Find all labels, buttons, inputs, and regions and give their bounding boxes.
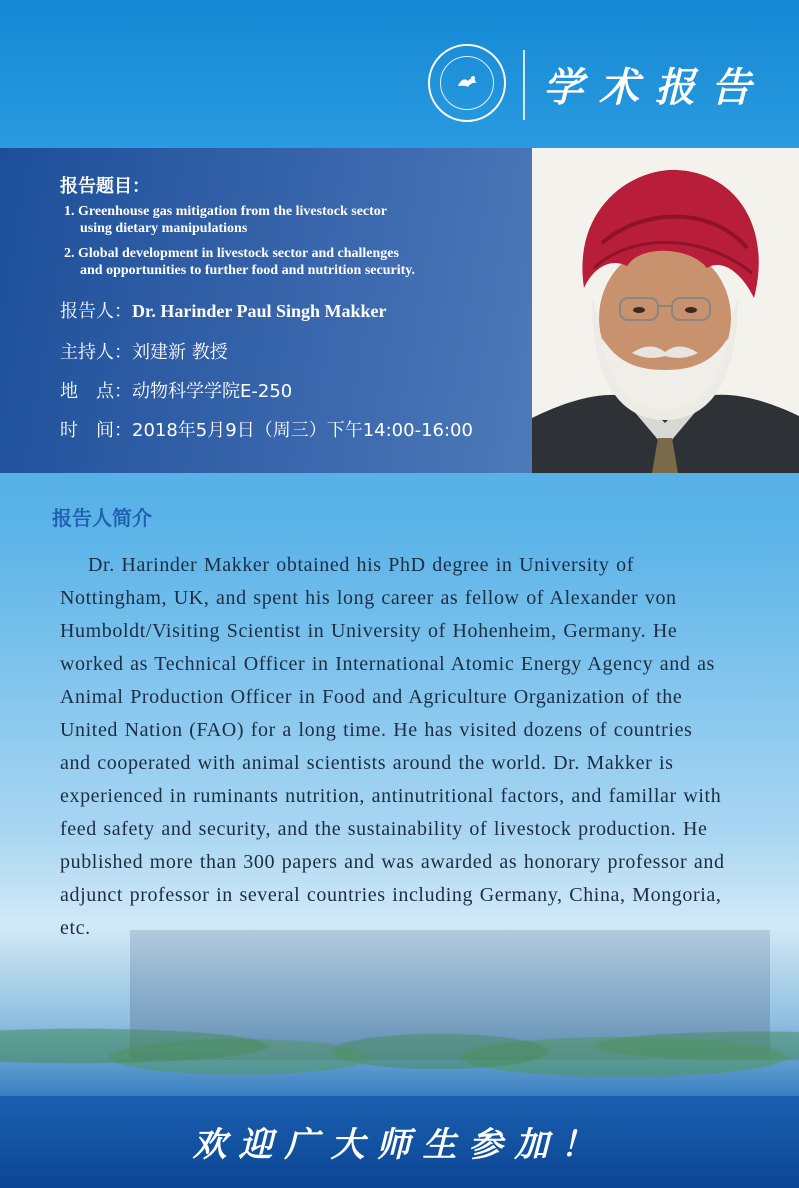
host-name: 刘建新 教授 [132, 342, 228, 363]
bio-heading: 报告人简介 [52, 506, 152, 530]
footer-welcome: 欢迎广大师生参加！ [192, 1125, 607, 1165]
speaker-label: 报告人： [60, 301, 132, 322]
page-title: 学术报告 [543, 64, 767, 111]
topic-item [64, 203, 524, 237]
bio-text: Dr. Harinder Makker obtained his PhD degree in University of Nottingham, UK, and spent his long career as fellow of Alexander von Humboldt/Visiting Scientist in University of Hohenheim, Germany. He worked as Technical Officer in International Atomic Energy Agency and as Animal Production Officer in Food and Agriculture Organization of the United Nation (FAO) for a long time. He has visited dozens of countries and cooperated with animal scientists around the world. Dr. Makker is experienced in ruminants nutrition, antinutritional factors, and famillar with feed safety and security, and the sustainability of livestock production. He published more than 300 papers and was awarded as honorary professor and adjunct professor in several countries including Germany, China, Mongoria, etc. [60, 554, 725, 939]
speaker-photo [532, 148, 799, 473]
time-label: 时 间： [60, 420, 132, 441]
topic-line: and opportunities to further food and nutrition security. [80, 263, 415, 278]
host-row [60, 338, 228, 364]
speaker-row [60, 297, 387, 323]
time-value: 2018年5月9日（周三）下午14:00-16:00 [132, 420, 473, 441]
university-emblem-icon [428, 44, 506, 122]
header-divider [523, 50, 525, 120]
background-trees [0, 980, 799, 1090]
topic-label: 报告题目： [60, 176, 150, 197]
host-label: 主持人： [60, 342, 132, 363]
place-label: 地 点： [60, 381, 132, 402]
topic-line: 2. Global development in livestock sector and challenges [64, 246, 399, 261]
place-row [60, 377, 292, 403]
topic-line: using dietary manipulations [80, 221, 248, 236]
topic-line: 1. Greenhouse gas mitigation from the livestock sector [64, 204, 387, 219]
topic-item [64, 245, 524, 279]
time-row [60, 416, 473, 442]
speaker-name: Dr. Harinder Paul Singh Makker [132, 301, 387, 321]
place-value: 动物科学学院E-250 [132, 381, 293, 402]
